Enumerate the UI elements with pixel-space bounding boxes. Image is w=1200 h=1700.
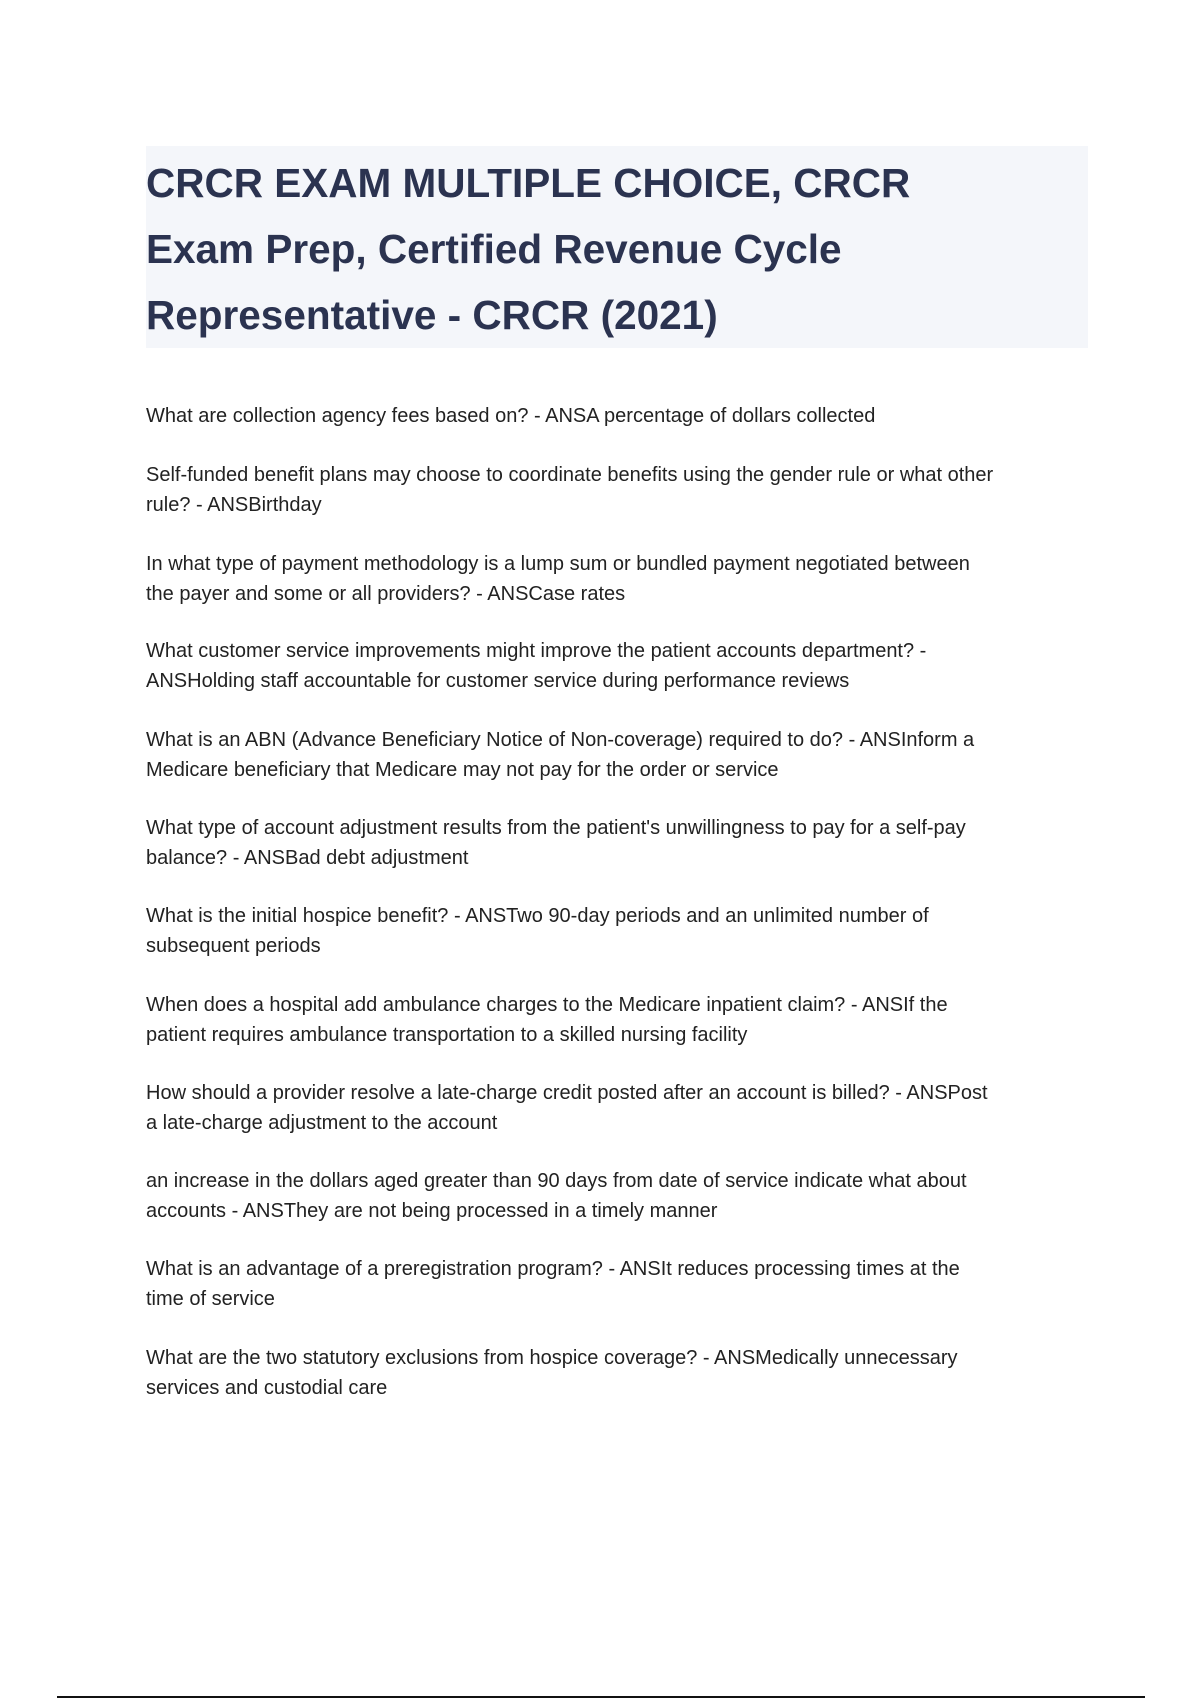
qa-item bbox=[146, 726, 1088, 785]
qa-line: rule? - ANSBirthday bbox=[146, 493, 322, 516]
qa-item bbox=[146, 402, 1088, 432]
qa-item bbox=[146, 637, 1088, 696]
qa-item bbox=[146, 550, 1088, 609]
qa-item bbox=[146, 991, 1088, 1050]
title-line: CRCR EXAM MULTIPLE CHOICE, CRCR bbox=[146, 160, 911, 206]
qa-line: What are the two statutory exclusions from hospice coverage? - ANSMedically unnecessary bbox=[146, 1347, 958, 1369]
qa-line: What are collection agency fees based on? - ANSA percentage of dollars collected bbox=[146, 405, 876, 427]
qa-line: time of service bbox=[146, 1287, 275, 1310]
qa-item bbox=[146, 461, 1088, 520]
qa-line: balance? - ANSBad debt adjustment bbox=[146, 846, 469, 869]
qa-line: services and custodial care bbox=[146, 1376, 388, 1399]
qa-line: ANSHolding staff accountable for customer service during performance reviews bbox=[146, 669, 850, 692]
qa-line: patient requires ambulance transportation to a skilled nursing facility bbox=[146, 1023, 748, 1046]
qa-item bbox=[146, 814, 1088, 873]
qa-line: What is an ABN (Advance Beneficiary Notice of Non-coverage) required to do? - ANSInform a bbox=[146, 729, 975, 751]
qa-line: the payer and some or all providers? - ANSCase rates bbox=[146, 582, 626, 605]
title-line: Exam Prep, Certified Revenue Cycle bbox=[146, 226, 842, 272]
title-line: Representative - CRCR (2021) bbox=[146, 292, 718, 338]
qa-item bbox=[146, 1079, 1088, 1138]
qa-line: an increase in the dollars aged greater than 90 days from date of service indicate what about bbox=[146, 1170, 967, 1192]
qa-line: subsequent periods bbox=[146, 934, 321, 957]
qa-line: In what type of payment methodology is a lump sum or bundled payment negotiated between bbox=[146, 553, 970, 575]
qa-item bbox=[146, 1344, 1088, 1403]
qa-line: What is the initial hospice benefit? - ANSTwo 90-day periods and an unlimited number of bbox=[146, 905, 929, 927]
qa-line: Self-funded benefit plans may choose to coordinate benefits using the gender rule or what other bbox=[146, 464, 994, 486]
qa-line: When does a hospital add ambulance charges to the Medicare inpatient claim? - ANSIf the bbox=[146, 994, 948, 1016]
qa-line: What is an advantage of a preregistration program? - ANSIt reduces processing times at the bbox=[146, 1258, 960, 1280]
document-title bbox=[146, 150, 1088, 348]
qa-item bbox=[146, 902, 1088, 961]
qa-line: How should a provider resolve a late-charge credit posted after an account is billed? - ANSPost bbox=[146, 1082, 988, 1104]
page-bottom-rule bbox=[57, 1696, 1145, 1698]
qa-line: Medicare beneficiary that Medicare may not pay for the order or service bbox=[146, 758, 779, 781]
title-block bbox=[146, 146, 1088, 348]
qa-line: accounts - ANSThey are not being processed in a timely manner bbox=[146, 1199, 718, 1222]
qa-item bbox=[146, 1255, 1088, 1314]
qa-line: a late-charge adjustment to the account bbox=[146, 1111, 498, 1134]
qa-line: What type of account adjustment results from the patient's unwillingness to pay for a self-pay bbox=[146, 817, 966, 839]
qa-item bbox=[146, 1167, 1088, 1226]
qa-line: What customer service improvements might improve the patient accounts department? - bbox=[146, 640, 927, 662]
